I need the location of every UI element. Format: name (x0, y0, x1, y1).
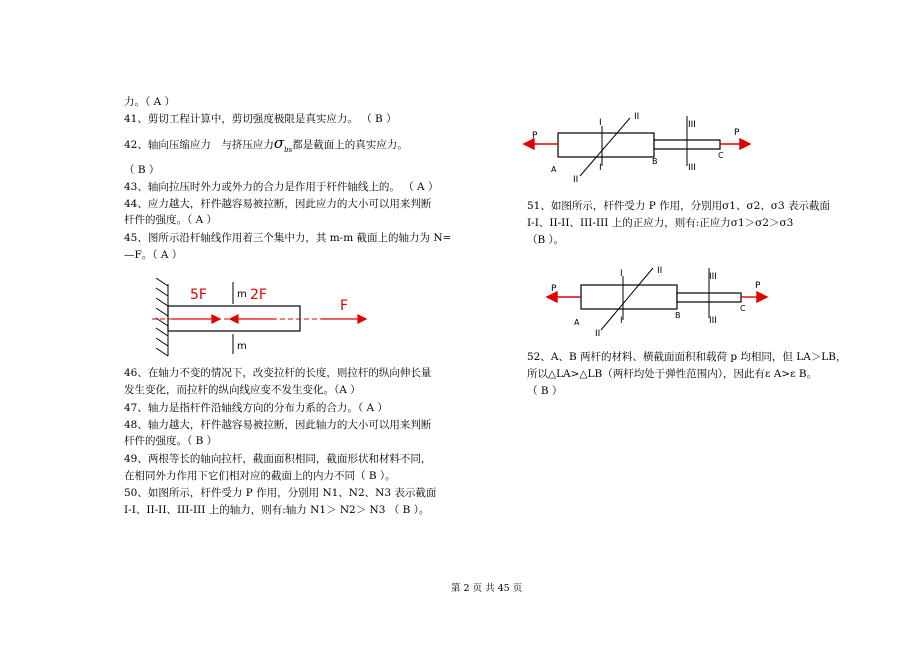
sec1-label-top: I (620, 269, 623, 279)
q51-line-2: I-I、II-II、III-III 上的正应力，则有:正应力σ1＞σ2＞σ3 (527, 217, 794, 229)
q44-line-2: 杆件的强度。（ A ） (124, 214, 218, 226)
load-2f-label: 2F (250, 287, 267, 303)
sec2-label-top: II (657, 266, 663, 276)
point-c-label: C (718, 151, 724, 160)
sec2-label-bottom: II (595, 329, 601, 339)
q41-line: 41、剪切工程计算中，剪切强度极限是真实应力。 （ B ） (124, 113, 397, 125)
p-left-label: P (551, 284, 557, 294)
q48-line-2: 杆件的强度。（ B ） (124, 435, 218, 447)
figure-52 (545, 260, 775, 340)
q46-line-1: 46、在轴力不变的情况下，改变拉杆的长度，则拉杆的纵向伸长量 (124, 367, 432, 379)
q52-line-3: （ B ） (527, 385, 563, 397)
q47-line: 47、轴力是指杆件沿轴线方向的分布力系的合力。（ A ） (124, 402, 388, 414)
q46-line-2: 发生变化，而拉杆的纵向线应变不发生变化。（A ） (124, 384, 361, 396)
q42-line (124, 136, 408, 157)
q50-line-2: I-I、II-II、III-III 上的轴力，则有:轴力 N1＞ N2＞ N3 （ B ）。 (124, 504, 430, 516)
sigma-subscript: bs (284, 146, 293, 154)
point-c-label: C (740, 304, 746, 313)
sec3-label-bottom: III (709, 316, 717, 326)
wall-support (156, 278, 168, 356)
q52-line-2: 所以△LA>△LB（两杆均处于弹性范围内），因此有ε A>ε B。 (527, 368, 818, 380)
q51-line-1: 51、如图所示，杆件受力 P 作用，分别用σ1、σ2、σ3 表示截面 (527, 200, 830, 212)
q42-text-before: 42、轴向压缩应力 与挤压应力 (124, 139, 274, 151)
sec1-label-bottom: I (599, 163, 602, 173)
point-a-label: A (574, 318, 580, 327)
q45-line-1: 45、图所示沿杆轴线作用着三个集中力，其 m-m 截面上的轴力为 N= (124, 232, 452, 244)
q49-line-1: 49、两根等长的轴向拉杆，截面面积相同，截面形状和材料不同， (124, 453, 432, 465)
q50-line-1: 50、如图所示，杆件受力 P 作用，分别用 N1、N2、N3 表示截面 (124, 487, 437, 499)
point-a-label: A (551, 165, 557, 174)
page-footer: 第 2 页 共 45 页 (451, 583, 523, 594)
p-right-label: P (755, 281, 761, 291)
sec2-label-top: II (634, 112, 640, 122)
sec3-label-bottom: III (688, 163, 696, 173)
sec1-label-top: I (599, 118, 602, 128)
q49-line-2: 在相同外力作用下它们相对应的截面上的内力不同（ B ）。 (124, 470, 396, 482)
load-f-label: F (340, 298, 349, 314)
q48-line-1: 48、轴力越大，杆件越容易被拉断，因此轴力的大小可以用来判断 (124, 419, 432, 431)
bar-thick (558, 133, 654, 157)
sec3-label-top: III (709, 272, 717, 282)
q42-text-after: 都是截面上的真实应力。 (292, 139, 408, 151)
sec2-label-bottom: II (573, 175, 579, 185)
point-b-label: B (652, 157, 658, 166)
p-right-label: P (734, 128, 740, 138)
point-b-label: B (675, 311, 681, 320)
figure-51 (520, 108, 760, 188)
load-5f-label: 5F (190, 287, 207, 303)
q52-line-1: 52、A、B 两杆的材料、横截面面积和载荷 p 均相同，但 LA＞LB， (527, 351, 847, 363)
q51-line-3: （B ）。 (527, 234, 565, 246)
q42-answer-line: （ B ） (124, 164, 160, 176)
q40-answer-line: 力。（ A ） (124, 96, 176, 108)
sec3-label-top: III (688, 120, 696, 130)
section-m-label-top: m (237, 289, 247, 300)
sigma-symbol: σ (273, 134, 285, 152)
p-left-label: P (532, 131, 538, 141)
q44-line-1: 44、应力越大，杆件越容易被拉断，因此应力的大小可以用来判断 (124, 198, 432, 210)
section-m-label-bottom: m (237, 341, 247, 352)
q45-line-2: —F。（ A ） (124, 249, 183, 261)
sec1-label-bottom: I (620, 316, 623, 326)
q43-line: 43、轴向拉压时外力或外力的合力是作用于杆件轴线上的。 （ A ） (124, 181, 439, 193)
figure-45 (150, 278, 375, 358)
